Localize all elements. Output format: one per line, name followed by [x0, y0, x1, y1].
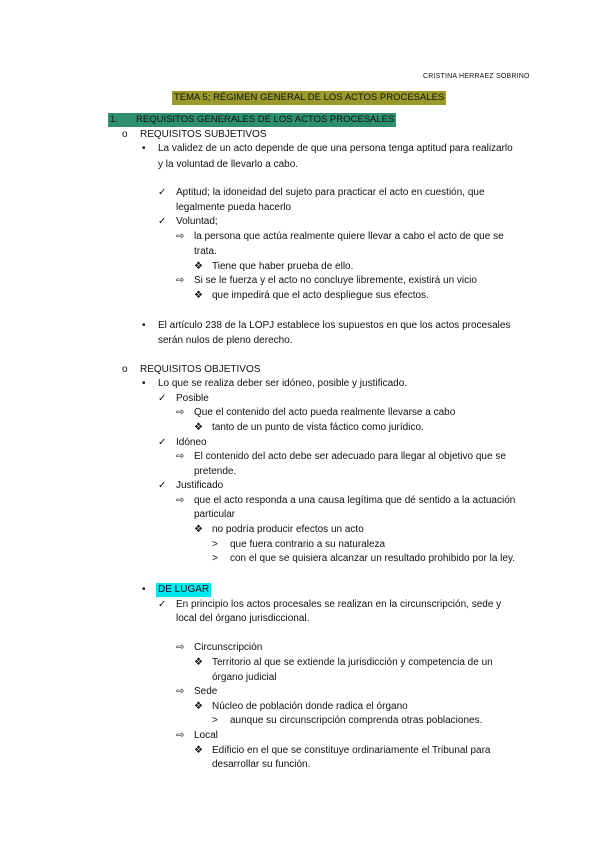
text-line: particular [194, 509, 236, 520]
check-icon: ✓ [158, 393, 167, 404]
text-line: Tiene que haber prueba de ello. [212, 261, 354, 272]
subheading-lugar: DE LUGAR [158, 584, 210, 595]
text-line: y la voluntad de llevarlo a cabo. [158, 159, 299, 170]
text-line: pretende. [194, 466, 237, 477]
text-line: Aptitud; la idoneidad del sujeto para practicar el acto en cuestión, que [176, 187, 485, 198]
text-line: Idóneo [176, 437, 207, 448]
o-marker: o [122, 364, 128, 375]
arrow-icon: ⇨ [176, 275, 185, 286]
text-line: legalmente pueda hacerlo [176, 202, 292, 213]
text-line: que el acto responda a una causa legítima que dé sentido a la actuación [194, 495, 516, 506]
diamond-icon: ❖ [194, 701, 203, 712]
bullet-icon: • [142, 584, 146, 595]
gt-marker: > [212, 553, 218, 564]
text-line: En principio los actos procesales se realizan en la circunscripción, sede y [176, 599, 502, 610]
subheading-objetivos: REQUISITOS OBJETIVOS [140, 364, 261, 375]
arrow-icon: ⇨ [176, 451, 185, 462]
text-line: Justificado [176, 480, 224, 491]
bullet-icon: • [142, 320, 146, 331]
o-marker: o [122, 129, 128, 140]
arrow-icon: ⇨ [176, 730, 185, 741]
check-icon: ✓ [158, 187, 167, 198]
text-line: El artículo 238 de la LOPJ establece los supuestos en que los actos procesales [158, 320, 511, 331]
arrow-icon: ⇨ [176, 495, 185, 506]
check-icon: ✓ [158, 480, 167, 491]
text-line: serán nulos de pleno derecho. [158, 335, 293, 346]
arrow-icon: ⇨ [176, 686, 185, 697]
text-line: que fuera contrario a su naturaleza [230, 539, 386, 550]
diamond-icon: ❖ [194, 657, 203, 668]
text-line: desarrollar su función. [212, 759, 311, 770]
arrow-icon: ⇨ [176, 231, 185, 242]
section-number: 1. [110, 114, 118, 125]
section-heading-1 [108, 113, 396, 127]
subheading-subjetivos: REQUISITOS SUBJETIVOS [140, 129, 267, 140]
text-line: La validez de un acto depende de que una persona tenga aptitud para realizarlo [158, 143, 513, 154]
text-line: Núcleo de población donde radica el órgano [212, 701, 408, 712]
check-icon: ✓ [158, 216, 167, 227]
text-line: Posible [176, 393, 209, 404]
text-line: Voluntad; [176, 216, 218, 227]
diamond-icon: ❖ [194, 745, 203, 756]
text-line: Edificio en el que se constituye ordinariamente el Tribunal para [212, 745, 491, 756]
check-icon: ✓ [158, 599, 167, 610]
gt-marker: > [212, 539, 218, 550]
page-title: TEMA 5; RÉGIMEN GENERAL DE LOS ACTOS PROCESALES [174, 92, 445, 103]
text-line: Circunscripción [194, 642, 263, 653]
text-line: trata. [194, 246, 217, 257]
text-line: Lo que se realiza deber ser idóneo, posible y justificado. [158, 378, 408, 389]
diamond-icon: ❖ [194, 261, 203, 272]
author-header: CRISTINA HERRAEZ SOBRINO [423, 73, 530, 80]
arrow-icon: ⇨ [176, 407, 185, 418]
text-line: Que el contenido del acto pueda realmente llevarse a cabo [194, 407, 456, 418]
bullet-icon: • [142, 378, 146, 389]
text-line: tanto de un punto de vista fáctico como jurídico. [212, 422, 424, 433]
text-line: órgano judicial [212, 672, 277, 683]
section-heading-text: REQUISITOS GENERALES DE LOS ACTOS PROCESALES [136, 114, 395, 125]
diamond-icon: ❖ [194, 290, 203, 301]
diamond-icon: ❖ [194, 422, 203, 433]
text-line: aunque su circunscripción comprenda otras poblaciones. [230, 715, 483, 726]
text-line: no podría producir efectos un acto [212, 524, 364, 535]
text-line: Territorio al que se extiende la jurisdicción y competencia de un [212, 657, 493, 668]
arrow-icon: ⇨ [176, 642, 185, 653]
text-line: Si se le fuerza y el acto no concluye libremente, existirá un vicio [194, 275, 477, 286]
bullet-icon: • [142, 143, 146, 154]
text-line: con el que se quisiera alcanzar un resultado prohibido por la ley. [230, 553, 515, 564]
text-line: Sede [194, 686, 218, 697]
text-line: local del órgano jurisdiccional. [176, 613, 310, 624]
check-icon: ✓ [158, 437, 167, 448]
text-line: que impedirá que el acto despliegue sus efectos. [212, 290, 429, 301]
text-line: la persona que actúa realmente quiere llevar a cabo el acto de que se [194, 231, 504, 242]
text-line: El contenido del acto debe ser adecuado para llegar al objetivo que se [194, 451, 506, 462]
gt-marker: > [212, 715, 218, 726]
text-line: Local [194, 730, 218, 741]
diamond-icon: ❖ [194, 524, 203, 535]
